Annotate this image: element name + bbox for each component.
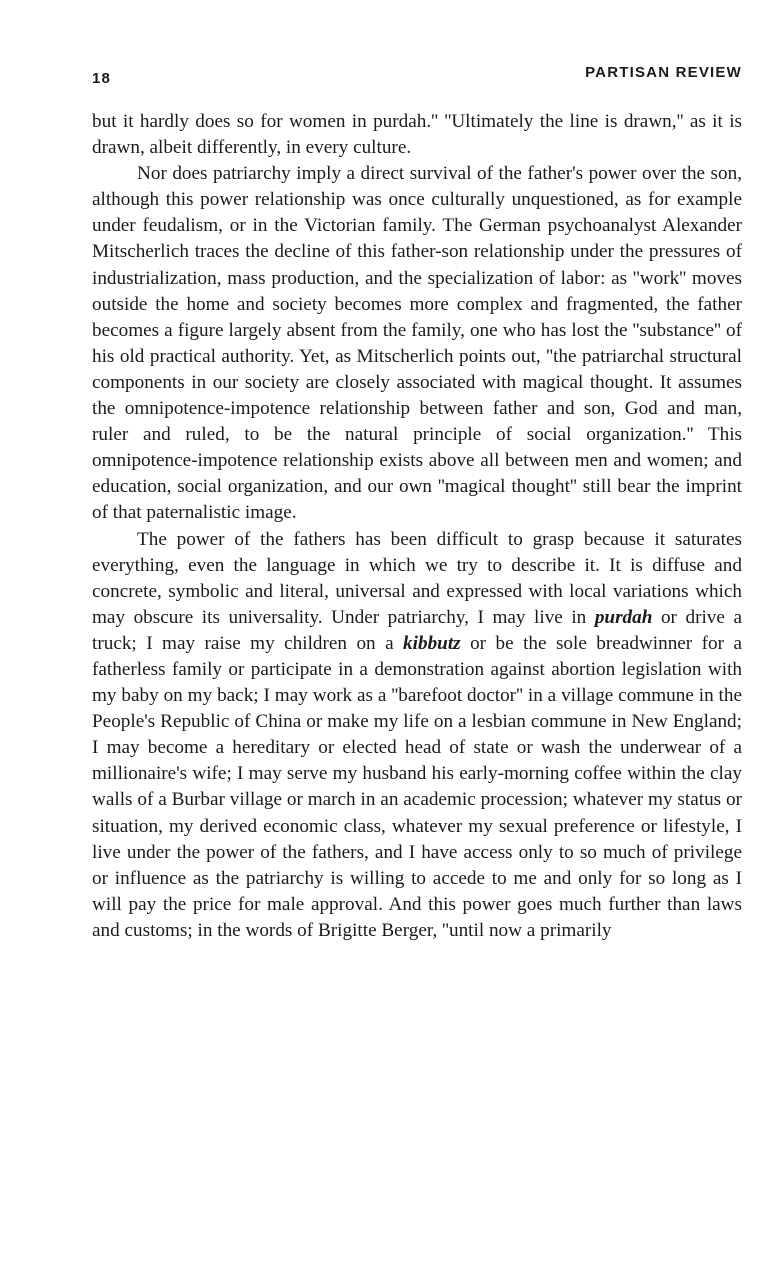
running-head [92,64,742,96]
italic-term-purdah: purdah [594,606,653,628]
paragraph-power-of-fathers [92,527,742,945]
page-number: 18 [92,70,112,87]
journal-title: PARTISAN REVIEW [585,64,742,81]
paragraph-text-segment: or be the sole breadwinner for a fatherless family or participate in a demonstration against abortion legislation with my baby on my back; I may work as a ''barefoot doctor'' in a village commune in the People's Republic of China or make my life on a lesbian commune in New England; I may become a hereditary or elected head of state or wash the underwear of a millionaire's wife; I may serve my husband his early-morning coffee within the clay walls of a Burbar village or march in an academic procession; whatever my status or situation, my derived economic class, whatever my sexual preference or lifestyle, I live under the power of the fathers, and I have access only to so much of privilege or influence as the patriarchy is willing to accede to me and only for so long as I will pay the price for male approval. And this power goes much further than laws and customs; in the words of Brigitte Berger, ''until now a primarily [92,632,742,941]
paragraph-continued: but it hardly does so for women in purdah.'' ''Ultimately the line is drawn,'' as it is drawn, albeit differently, in every culture. [92,111,742,159]
italic-term-kibbutz: kibbutz [403,632,461,654]
paragraph-text-segment: or drive a truck; I may raise my children on a [92,606,742,654]
paragraph-text-segment: The power of the fathers has been difficult to grasp because it saturates everything, even the language in which we try to describe it. It is diffuse and concrete, symbolic and literal, universal and expressed with local variations which may obscure its universality. Under patriarchy, I may live in [92,528,742,628]
body-text [92,109,742,944]
paragraph-mitscherlich: Nor does patriarchy imply a direct survival of the father's power over the son, although this power relationship was once culturally unquestioned, as for example under feudalism, or in the Victorian family. The German psychoanalyst Alexander Mitscherlich traces the decline of this father-son relationship under the pressures of industrialization, mass production, and the specialization of labor: as ''work'' moves outside the home and society becomes more complex and fragmented, the father becomes a figure largely absent from the family, one who has lost the ''substance'' of his old practical authority. Yet, as Mitscherlich points out, ''the patriarchal structural components in our society are closely associated with magical thought. It assumes the omnipotence-impotence relationship between father and son, God and man, ruler and ruled, to be the natural principle of social organization.'' This omnipotence-impotence relationship exists above all between men and women; and education, social organization, and our own ''magical thought'' still bear the imprint of that paternalistic image. [92,163,742,524]
